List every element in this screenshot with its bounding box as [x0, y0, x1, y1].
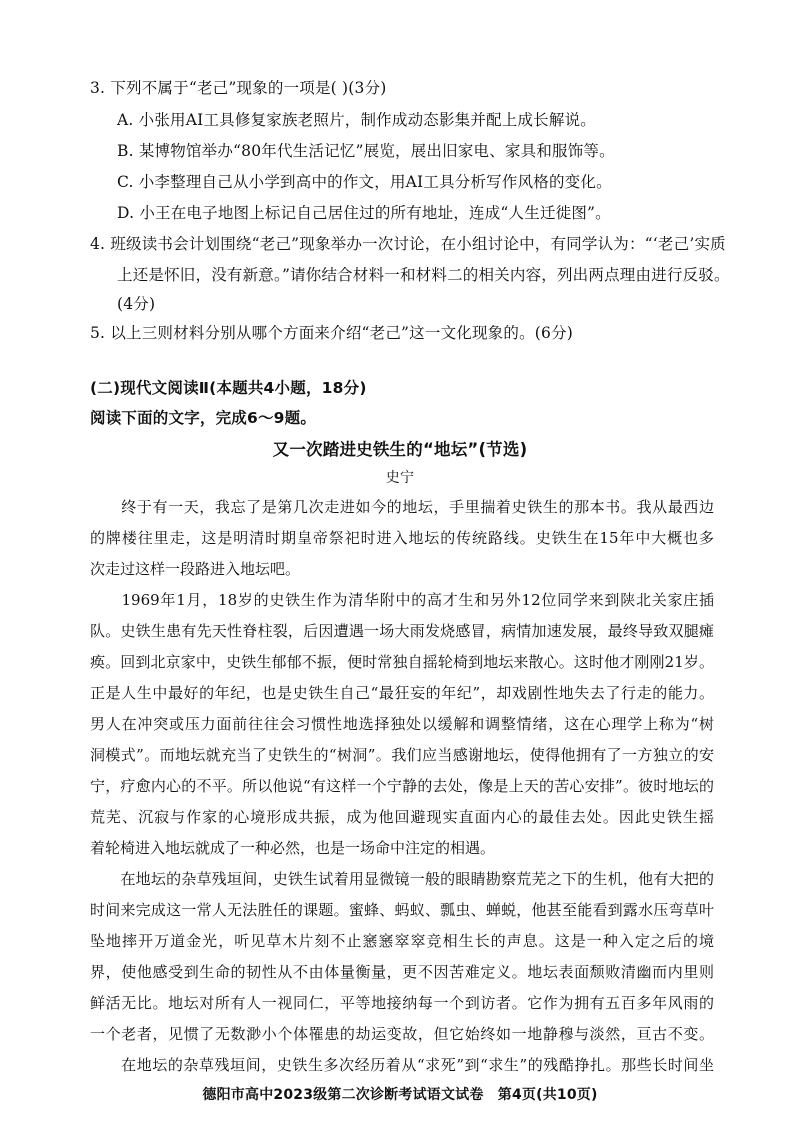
article-line: 宁，疗愈内心的不平。所以他说“有这样一个宁静的去处，像是上天的苦心安排”。彼时地坛的	[90, 777, 714, 795]
question-3-option-a: A. 小张用AI工具修复家族老照片，制作成动态影集并配上成长解说。	[117, 111, 596, 129]
article-line: 在地坛的杂草残垣间，史铁生试着用显微镜一般的眼睛勘察荒芜之下的生机，他有大把的	[90, 870, 714, 888]
article-line: 的牌楼往里走，这是明清时期皇帝祭祀时进入地坛的传统路线。史铁生在15年中大概也多	[90, 529, 714, 547]
question-5: 5. 以上三则材料分别从哪个方面来介绍“老己”这一文化现象的。(6分)	[90, 324, 574, 342]
article-line: 终于有一天，我忘了是第几次走进如今的地坛，手里揣着史铁生的那本书。我从最西边	[90, 498, 714, 516]
article-line: 坠地摔开万道金光，听见草木片刻不止窸窸窣窣竞相生长的声息。这是一种入定之后的境	[90, 932, 714, 950]
section-header: (二)现代文阅读Ⅱ(本题共4小题，18分)	[90, 379, 367, 397]
article-line: 洞模式”。而地坛就充当了史铁生的“树洞”。我们应当感谢地坛，使得他拥有了一方独立的安	[90, 746, 714, 764]
article-line: 队。史铁生患有先天性脊柱裂，后因遭遇一场大雨发烧感冒，病情加速发展，最终导致双腿瘫	[90, 622, 714, 640]
question-3-option-d: D. 小王在电子地图上标记自己居住过的所有地址，连成“人生迁徙图”。	[117, 204, 611, 222]
article-title: 又一次踏进史铁生的“地坛”(节选)	[272, 440, 528, 459]
article-line: 荒芜、沉寂与作家的心境形成共振，成为他回避现实直面内心的最佳去处。因此史铁生摇	[90, 808, 714, 826]
article-line: 一个老者，见惯了无数渺小个体罹患的劫运变故，但它始终如一地静穆与淡然，亘古不变。	[90, 1025, 714, 1043]
article-line: 正是人生中最好的年纪，也是史铁生自己“最狂妄的年纪”，却戏剧性地失去了行走的能力。	[90, 684, 714, 702]
question-3-option-c: C. 小李整理自己从小学到高中的作文，用AI工具分析写作风格的变化。	[117, 173, 612, 191]
question-4-line-2: 上还是怀旧，没有新意。”请你结合材料一和材料二的相关内容，列出两点理由进行反驳。	[117, 266, 730, 284]
article-line: 时间来完成这一常人无法胜任的课题。蜜蜂、蚂蚁、瓢虫、蝉蜕，他甚至能看到露水压弯草叶	[90, 901, 714, 919]
section-instruction: 阅读下面的文字，完成6～9题。	[90, 409, 317, 427]
article-line: 次走过这样一段路进入地坛吧。	[90, 560, 301, 578]
question-4-line-3: (4分)	[117, 295, 156, 313]
article-line: 1969年1月，18岁的史铁生作为清华附中的高才生和另外12位同学来到陕北关家庄插	[90, 591, 714, 609]
question-3-stem: 3. 下列不属于“老己”现象的一项是( )(3分)	[90, 79, 387, 97]
question-4-line-1: 4. 班级读书会计划围绕“老己”现象举办一次讨论，在小组讨论中，有同学认为：“‘老己’实质	[90, 235, 726, 253]
question-3-option-b: B. 某博物馆举办“80年代生活记忆”展览，展出旧家电、家具和服饰等。	[117, 142, 615, 160]
article-line: 鲜活无比。地坛对所有人一视同仁，平等地接纳每一个到访者。它作为拥有五百多年风雨的	[90, 994, 714, 1012]
article-line: 着轮椅进入地坛就成了一种必然，也是一场命中注定的相遇。	[90, 839, 496, 857]
article-line: 界，使他感受到生命的韧性从不由体量衡量，更不因苦难定义。地坛表面颓败清幽而内里则	[90, 963, 714, 981]
page-footer: 德阳市高中2023级第二次诊断考试语文试卷 第4页(共10页)	[202, 1087, 598, 1103]
article-line: 痪。回到北京家中，史铁生郁郁不振，便时常独自摇轮椅到地坛来散心。这时他才刚刚21岁。	[90, 653, 714, 671]
article-line: 在地坛的杂草残垣间，史铁生多次经历着从“求死”到“求生”的残酷挣扎。那些长时间坐	[90, 1056, 714, 1074]
article-line: 男人在冲突或压力面前往往会习惯性地选择独处以缓解和调整情绪，这在心理学上称为“树	[90, 715, 714, 733]
article-author: 史宁	[385, 470, 415, 486]
